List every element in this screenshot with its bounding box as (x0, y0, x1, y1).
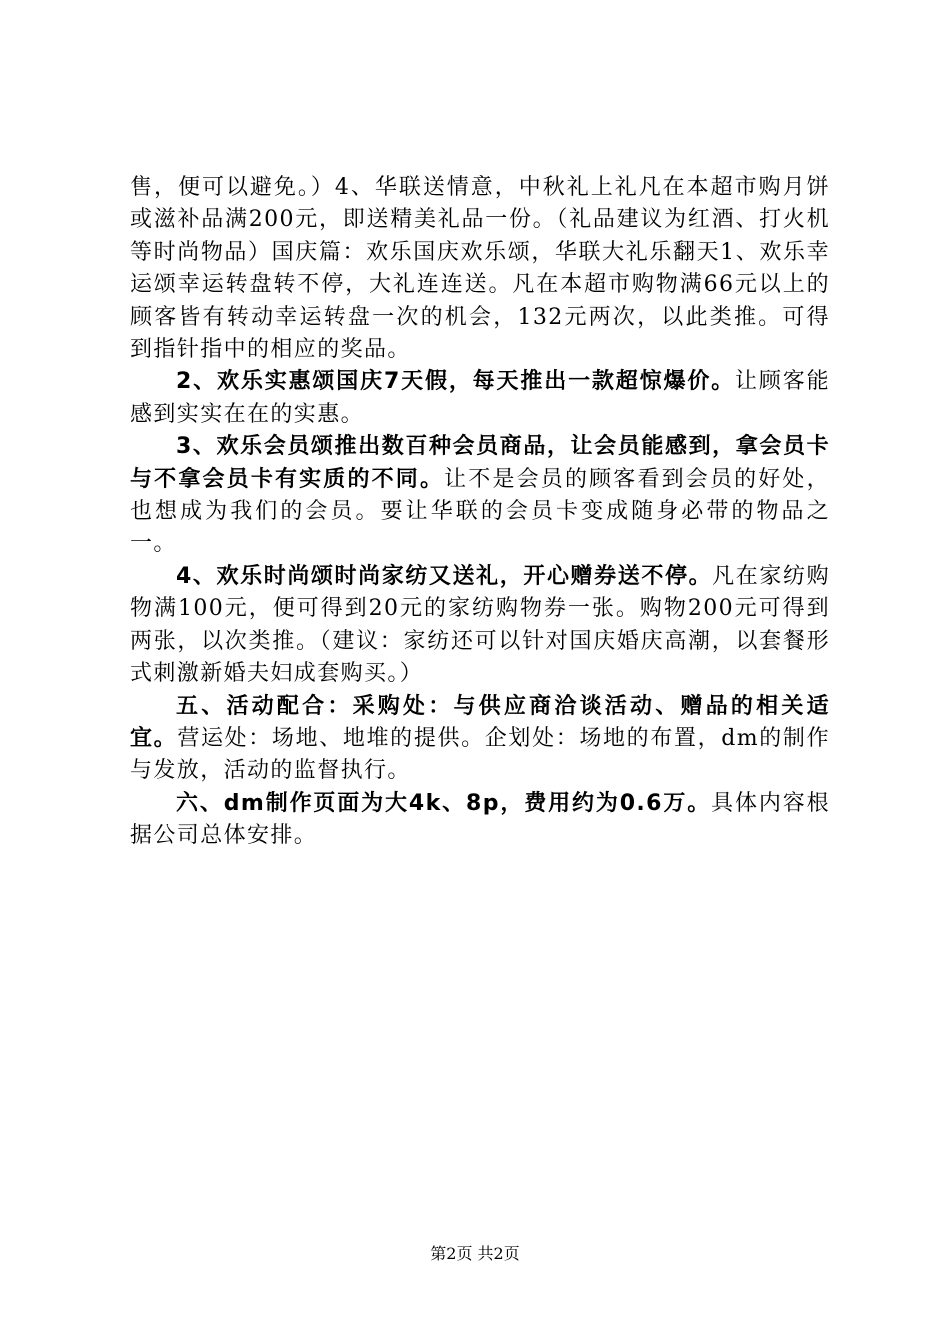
page-number-label: 第2页 共2页 (430, 1244, 520, 1263)
paragraph-3 (130, 431, 830, 561)
paragraph-1 (130, 172, 830, 366)
paragraph-2-text: 让顾客能感到实实在在的实惠。 (130, 369, 830, 427)
paragraph-2 (130, 366, 830, 431)
paragraph-6-lead: 六、dm制作页面为大4k、8p，费用约为0.6万。 (176, 790, 712, 816)
paragraph-6-text: 具体内容根据公司总体安排。 (130, 790, 830, 849)
paragraph-5-lead: 五、活动配合：采购处：与供应商洽谈活动、赠品的相关适宜。 (130, 693, 830, 751)
paragraph-5-text: 营运处：场地、地堆的提供。企划处：场地的布置，dm的制作与发放，活动的监督执行。 (130, 725, 830, 784)
page-footer (0, 1244, 950, 1264)
paragraph-6 (130, 788, 830, 853)
paragraph-3-text: 让不是会员的顾客看到会员的好处，也想成为我们的会员。要让华联的会员卡变成随身必带的物品之一。 (130, 466, 831, 557)
paragraph-4 (130, 561, 830, 691)
paragraph-4-text: 凡在家纺购物满100元，便可得到20元的家纺购物券一张。购物200元可得到两张，以次类推。（建议：家纺还可以针对国庆婚庆高潮，以套餐形式刺激新婚夫妇成套购买。） (130, 563, 830, 687)
paragraph-5 (130, 691, 830, 788)
document-body (130, 172, 830, 853)
paragraph-1-text: 售，便可以避免。）4、华联送情意，中秋礼上礼凡在本超市购月饼或滋补品满200元，即送精美礼品一份。（礼品建议为红酒、打火机等时尚物品）国庆篇：欢乐国庆欢乐颂，华联大礼乐翻天1、欢乐幸运颂幸运转盘转不停，大礼连连送。凡在本超市购物满66元以上的顾客皆有转动幸运转盘一次的机会，132元两次，以此类推。可得到指针指中的相应的奖品。 (130, 175, 830, 363)
paragraph-3-lead: 3、欢乐会员颂推出数百种会员商品，让会员能感到，拿会员卡与不拿会员卡有实质的不同。 (130, 434, 830, 492)
paragraph-2-lead: 2、欢乐实惠颂国庆7天假，每天推出一款超惊爆价。 (176, 369, 736, 395)
paragraph-4-lead: 4、欢乐时尚颂时尚家纺又送礼，开心赠券送不停。 (176, 563, 713, 589)
